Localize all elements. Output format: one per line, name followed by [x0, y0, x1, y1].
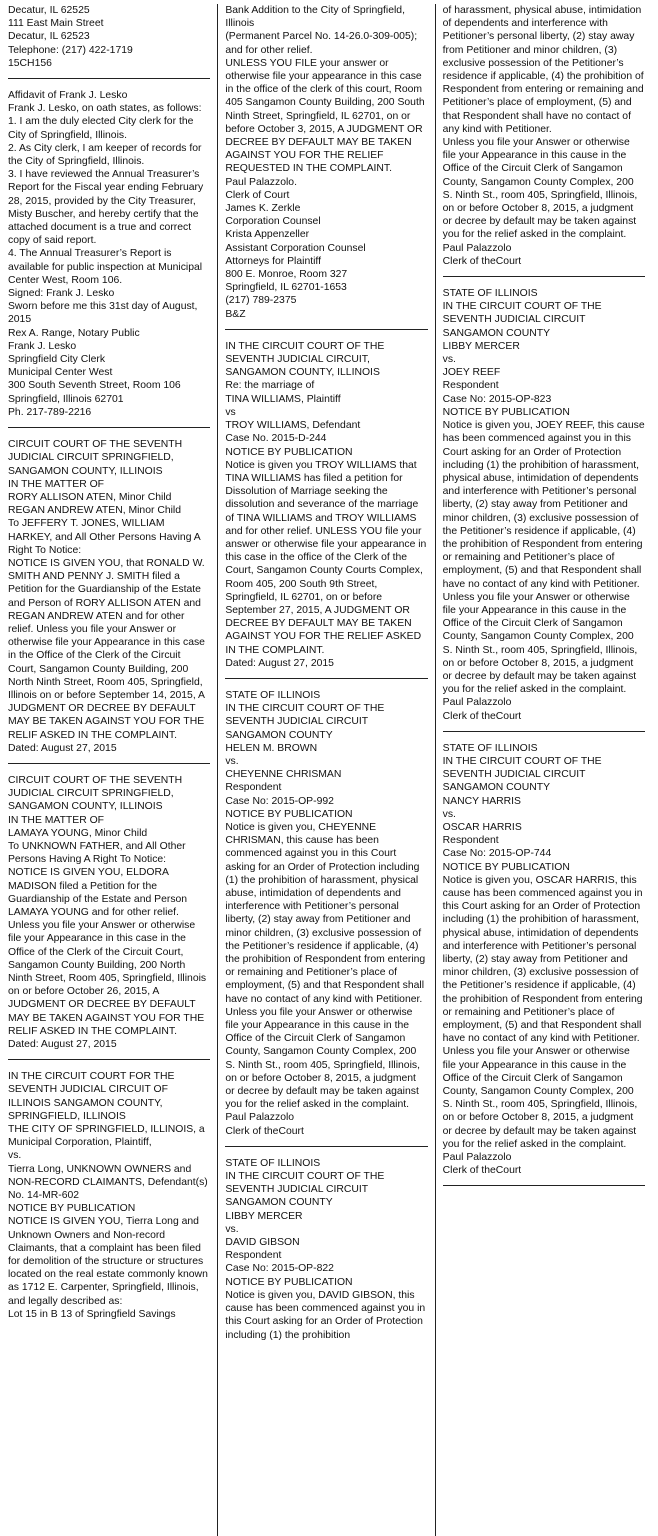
notice-harris-vs-harris [443, 742, 645, 1182]
notice-text: CIRCUIT COURT OF THE SEVENTH JUDICIAL CIRCUIT SPRINGFIELD, SANGAMON COUNTY, ILLINOIS IN THE MATTER OF RORY ALLISON ATEN, Minor Child REGAN ANDREW ATEN, Minor Child To JEFFERY T. JONES, WILLIAM HARKEY, and All Other Persons Having A Right To Notice: NOTICE IS GIVEN YOU, that RONALD W. SMITH AND PENNY J. SMITH filed a Petition for the Guardianship of the Estate and Person of RORY ALLISON ATEN and REGAN ANDREW ATEN and for other relief. Unless you file your Answer or otherwise file your Appearance in this case in the Office of the Clerk of the Circuit Court, Sangamon County Building, 200 North Ninth Street, Room 405, Springfield, Illinois on or before September 14, 2015, A JUDGMENT OR DECREE BY DEFAULT MAY BE TAKEN AGAINST YOU FOR THE RELIF ASKED IN THE COMPLAINT. Dated: August 27, 2015 [8, 439, 205, 754]
notice-text: STATE OF ILLINOIS IN THE CIRCUIT COURT OF THE SEVENTH JUDICIAL CIRCUIT SANGAMON COUNTY NANCY HARRIS vs. OSCAR HARRIS Respondent Case No: 2015-OP-744 NOTICE BY PUBLICATION Notice is given you, OSCAR HARRIS, this cause has been commenced against you in this Court asking for an Order of Protection including (1) the prohibition of harassment, physical abuse, intimidation of dependents and interference with Petitioner’s personal liberty, (2) stay away from Petitioner and minor children, (3) exclusive possession of the Petitioner’s residence if applicable, (4) the prohibition of Respondent from entering or remaining and Petitioner’s place of employment, (5) and that Respondent shall have no contact of any kind with Petitioner. Unless you file your Answer or otherwise file your Appearance in this cause in the Office of the Circuit Clerk of Sangamon County, Sangamon County Complex, 200 S. Ninth St., room 405, Springfield, Illinois, on or before October 8, 2015, a judgment or decree by default may be taken against you for the relief asked in the complaint. Paul Palazzolo Clerk of theCourt [442, 742, 643, 1177]
divider [225, 678, 427, 679]
divider [8, 78, 210, 79]
notice-brown-vs-chrisman [225, 689, 427, 1142]
column-2 [217, 4, 434, 1536]
notice-city-vs-long [8, 1070, 210, 1325]
notice-text: of harassment, physical abuse, intimidation of dependents and interference with Petitioner’s personal liberty, (2) stay away from Petitioner and minor children, (3) exclusive possession of the Petitioner’s residence if applicable, (4) the prohibition of Respondent from entering or remaining and Petitioner’s place of employment, (5) and that Respondent shall have no contact of any kind with Petitioner. Unless you file your Answer or otherwise file your Appearance in this cause in the Office of the Circuit Clerk of Sangamon County, Sangamon County Complex, 200 S. Ninth St., room 405, Springfield, Illinois, on or before October 8, 2015, a judgment or decree by default may be taken against you for the relief asked in the complaint. Paul Palazzolo Clerk of theCourt [442, 5, 644, 267]
notice-text: STATE OF ILLINOIS IN THE CIRCUIT COURT OF THE SEVENTH JUDICIAL CIRCUIT SANGAMON COUNTY LIBBY MERCER vs. DAVID GIBSON Respondent Case No: 2015-OP-822 NOTICE BY PUBLICATION Notice is given you, DAVID GIBSON, this cause has been commenced against you in this Court asking for an Order of Protection including (1) the prohibition [225, 1157, 426, 1341]
notice-mercer-vs-gibson-continued [443, 4, 645, 272]
notice-attorney-address [8, 4, 210, 74]
notice-text: IN THE CIRCUIT COURT FOR THE SEVENTH JUDICIAL CIRCUIT OF ILLINOIS SANGAMON COUNTY, SPRINGFIELD, ILLINOIS THE CITY OF SPRINGFIELD, ILLINOIS, a Municipal Corporation, Plaintiff, vs. Tierra Long, UNKNOWN OWNERS and NON-RECORD CLAIMANTS, Defendant(s) No. 14-MR-602 NOTICE BY PUBLICATION NOTICE IS GIVEN YOU, Tierra Long and Unknown Owners and Non-record Claimants, that a complaint has been filed for demolition of the structure or structures located on the real estate commonly known as 1712 E. Carpenter, Springfield, Illinois, and legally described as: Lot 15 in B 13 of Springfield Savings [8, 1071, 208, 1320]
notice-young-guardianship [8, 774, 210, 1055]
notice-text: Affidavit of Frank J. Lesko Frank J. Lesko, on oath states, as follows: 1. I am the duly elected City clerk for the City of Springfield, Illinois. 2. As City clerk, I am keeper of records for the City of Springfield, Illinois. 3. I have reviewed the Annual Treasurer’s Report for the Fiscal year ending February 28, 2015, provided by the City Treasurer, Misty Buscher, and hereby certify that the attached document is a true and correct copy of said report. 4. The Annual Treasurer’s Report is available for public inspection at Municipal Center West, Room 106. Signed: Frank J. Lesko Sworn before me this 31st day of August, 2015 Rex A. Range, Notary Public Frank J. Lesko Springfield City Clerk Municipal Center West 300 South Seventh Street, Room 106 Springfield, Illinois 62701 Ph. 217-789-2216 [8, 90, 204, 418]
divider [8, 1059, 210, 1060]
notice-text: IN THE CIRCUIT COURT OF THE SEVENTH JUDICIAL CIRCUIT, SANGAMON COUNTY, ILLINOIS Re: the marriage of TINA WILLIAMS, Plaintiff vs TROY WILLIAMS, Defendant Case No. 2015-D-244 NOTICE BY PUBLICATION Notice is given you TROY WILLIAMS that TINA WILLIAMS has filed a petition for Dissolution of Marriage seeking the dissolution and severance of the marriage of TINA WILLIAMS and TROY WILLIAMS and for other relief. UNLESS YOU file your answer or otherwise file your appearance in this case in the office of the Clerk of the Court, Sangamon County Courts Complex, Room 405, 200 South 9th Street, Springfield, IL 62701, on or before September 27, 2015, A JUDGMENT OR DECREE BY DEFAULT MAY BE TAKEN AGAINST YOU FOR THE RELIEF ASKED IN THE COMPLAINT. Dated: August 27, 2015 [225, 340, 427, 669]
column-3 [435, 4, 652, 1536]
notice-williams-marriage [225, 340, 427, 674]
divider [8, 427, 210, 428]
notice-text: STATE OF ILLINOIS IN THE CIRCUIT COURT OF THE SEVENTH JUDICIAL CIRCUIT SANGAMON COUNTY HELEN M. BROWN vs. CHEYENNE CHRISMAN Respondent Case No: 2015-OP-992 NOTICE BY PUBLICATION Notice is given you, CHEYENNE CHRISMAN, this cause has been commenced against you in this Court asking for an Order of Protection including (1) the prohibition of harassment, physical abuse, intimidation of dependents and interference with Petitioner’s personal liberty, (2) stay away from Petitioner and minor children, (3) exclusive possession of the Petitioner’s residence if applicable, (4) the prohibition of Respondent from entering or remaining and Petitioner’s place of employment, (5) and that Respondent shall have no contact of any kind with Petitioner. Unless you file your Answer or otherwise file your Appearance in this cause in the Office of the Circuit Clerk of Sangamon County, Sangamon County Complex, 200 S. Ninth St., room 405, Springfield, Illinois, on or before October 8, 2015, a judgment or decree by default may be taken against you for the relief asked in the complaint. Paul Palazzolo Clerk of theCourt [225, 689, 426, 1137]
notice-text: Bank Addition to the City of Springfield, Illinois (Permanent Parcel No. 14-26.0-309-005); and for other relief. UNLESS YOU FILE your answer or otherwise file your appearance in this case in the office of the clerk of this court, Room 405 Sangamon County Building, 200 South Ninth Street, Springfield, IL 62701, on or before October 3, 2015, A JUDGMENT OR DECREE BY DEFAULT MAY BE TAKEN AGAINST YOU FOR THE RELIEF REQUESTED IN THE COMPLAINT. Paul Palazzolo. Clerk of Court James K. Zerkle Corporation Counsel Krista Appenzeller Assistant Corporation Counsel Attorneys for Plaintiff 800 E. Monroe, Room 327 Springfield, IL 62701-1653 (217) 789-2375 B&Z [225, 5, 425, 320]
divider [8, 763, 210, 764]
column-1 [6, 4, 217, 1536]
notice-aten-guardianship [8, 438, 210, 759]
notice-mercer-vs-reef [443, 287, 645, 727]
divider [225, 329, 427, 330]
divider [443, 276, 645, 277]
notice-text: Decatur, IL 62525 111 East Main Street Decatur, IL 62523 Telephone: (217) 422-1719 15CH156 [8, 5, 133, 69]
notice-text: STATE OF ILLINOIS IN THE CIRCUIT COURT OF THE SEVENTH JUDICIAL CIRCUIT SANGAMON COUNTY LIBBY MERCER vs. JOEY REEF Respondent Case No: 2015-OP-823 NOTICE BY PUBLICATION Notice is given you, JOEY REEF, this cause has been commenced against you in this Court asking for an Order of Protection including (1) the prohibition of harassment, physical abuse, intimidation of dependents and interference with Petitioner’s personal liberty, (2) stay away from Petitioner and minor children, (3) exclusive possession of the Petitioner’s residence if applicable, (4) the prohibition of Respondent from entering or remaining and Petitioner’s place of employment, (5) and that Respondent shall have no contact of any kind with Petitioner. Unless you file your Answer or otherwise file your Appearance in this cause in the Office of the Circuit Clerk of Sangamon County, Sangamon County Complex, 200 S. Ninth St., room 405, Springfield, Illinois, on or before October 8, 2015, a judgment or decree by default may be taken against you for the relief asked in the complaint. Paul Palazzolo Clerk of theCourt [442, 288, 645, 722]
divider [225, 1146, 427, 1147]
divider [443, 731, 645, 732]
notice-text: CIRCUIT COURT OF THE SEVENTH JUDICIAL CIRCUIT SPRINGFIELD, SANGAMON COUNTY, ILLINOIS IN THE MATTER OF LAMAYA YOUNG, Minor Child To UNKNOWN FATHER, and All Other Persons Having A Right To Notice: NOTICE IS GIVEN YOU, ELDORA MADISON filed a Petition for the Guardianship of the Estate and Person LAMAYA YOUNG and for other relief. Unless you file your Answer or otherwise file your Appearance in this case in the Office of the Clerk of the Circuit Court, Sangamon County Building, 200 North Ninth Street, Room 405, Springfield, Illinois on or before October 26, 2015, A JUDGMENT OR DECREE BY DEFAULT MAY BE TAKEN AGAINST YOU FOR THE RELIF ASKED IN THE COMPLAINT. Dated: August 27, 2015 [8, 774, 207, 1051]
notice-affidavit-lesko [8, 89, 210, 423]
notice-city-vs-long-continued [225, 4, 427, 325]
notice-mercer-vs-gibson [225, 1157, 427, 1346]
divider [443, 1185, 645, 1186]
